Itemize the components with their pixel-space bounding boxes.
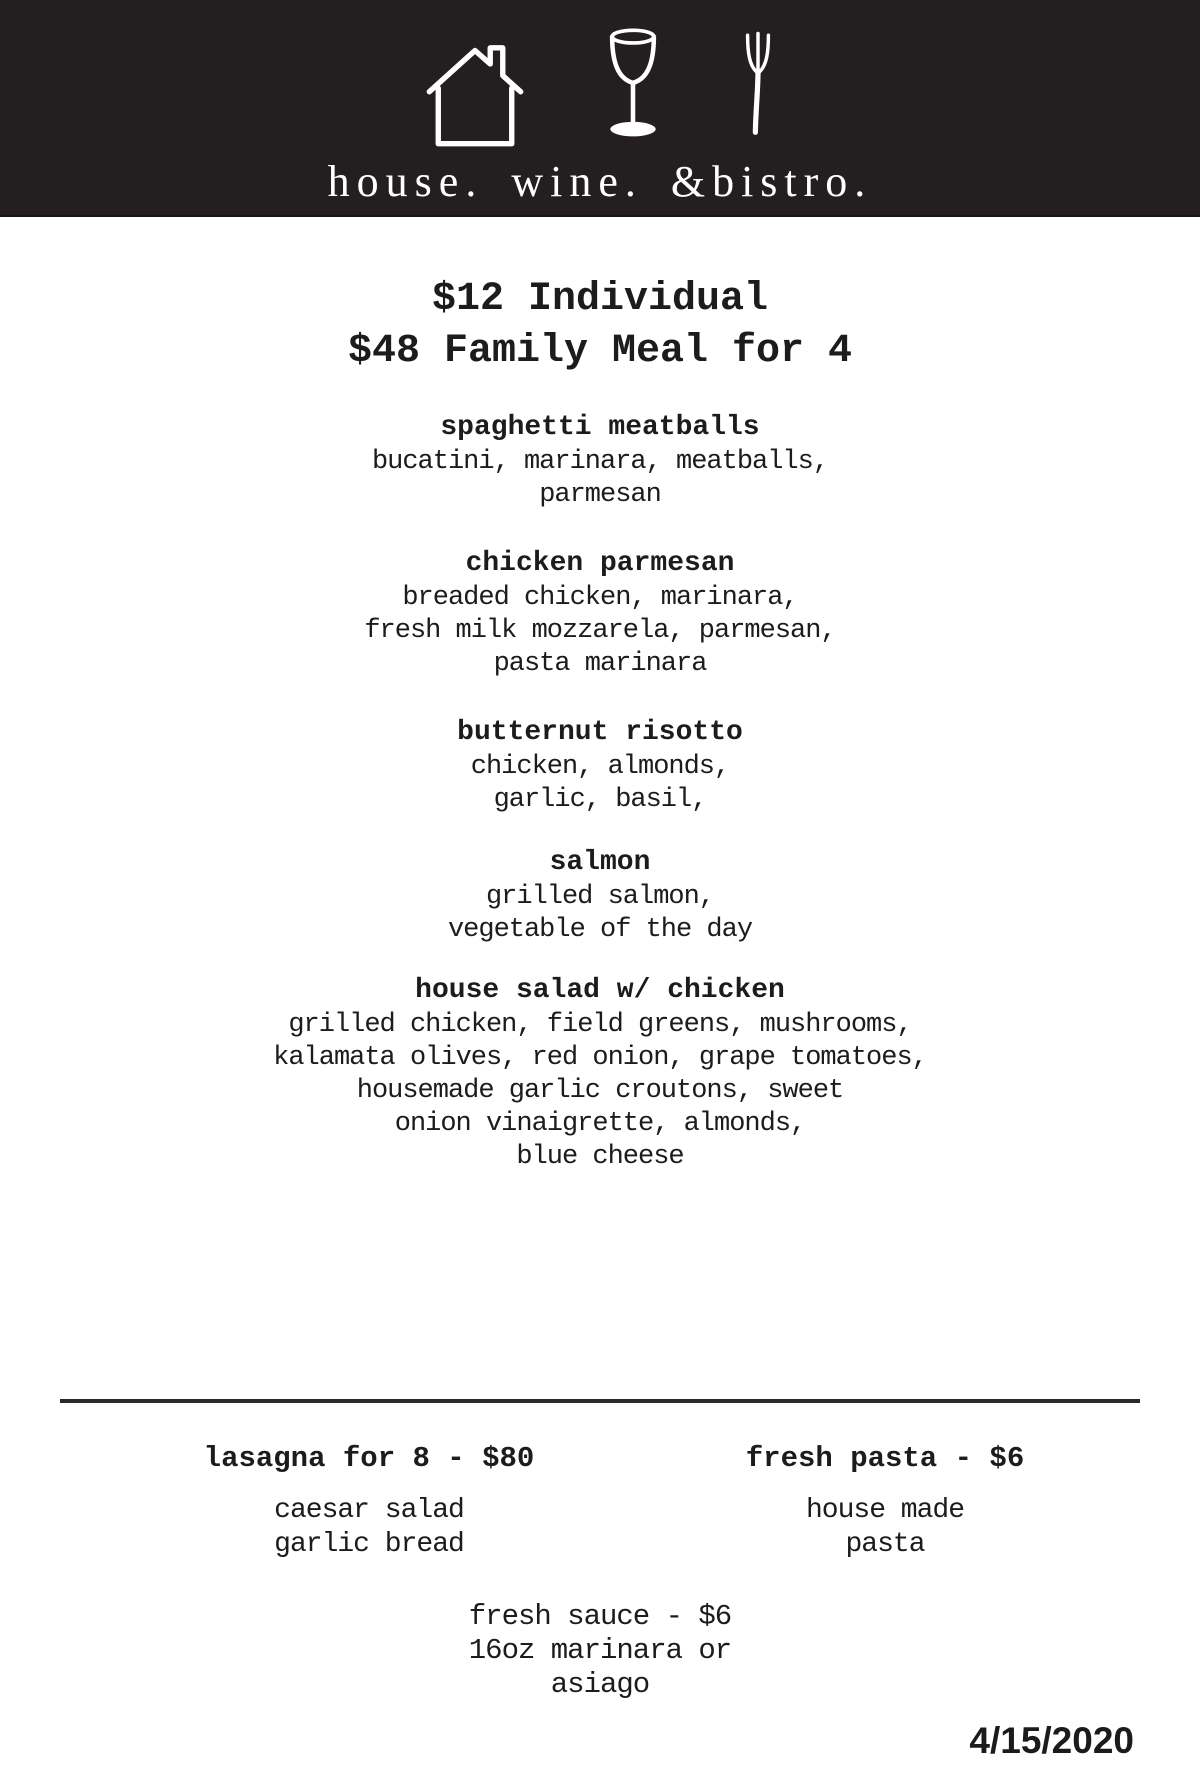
footer-column-fresh-pasta	[746, 1441, 1024, 1562]
item-description-line: grilled chicken, field greens, mushrooms,	[288, 1010, 912, 1040]
item-description-line: garlic bread	[274, 1529, 464, 1560]
extra-line: 16oz marinara or	[468, 1634, 732, 1667]
item-description-line: bucatini, marinara, meatballs,	[371, 447, 829, 477]
item-name: spaghetti meatballs	[440, 412, 760, 443]
item-description-line: housemade garlic croutons, sweet	[356, 1076, 844, 1106]
item-name: chicken parmesan	[465, 548, 735, 579]
house-icon	[416, 38, 534, 150]
item-description-line: breaded chicken, marinara,	[402, 583, 798, 613]
menu-section-butternut-risotto	[0, 715, 1200, 817]
menu-date: 4/15/2020	[969, 1720, 1134, 1761]
section-divider	[60, 1399, 1140, 1403]
menu-section-spaghetti-meatballs	[0, 410, 1200, 512]
menu-section-chicken-parmesan	[0, 546, 1200, 681]
brand-header	[0, 0, 1200, 217]
item-description-line: kalamata olives, red onion, grape tomatoes,	[273, 1043, 927, 1073]
item-description-line: fresh milk mozzarela, parmesan,	[364, 616, 836, 646]
extra-line: fresh sauce - $6	[468, 1600, 732, 1633]
item-description-line: onion vinaigrette, almonds,	[394, 1109, 806, 1139]
item-description-line: pasta	[845, 1529, 925, 1560]
item-description-line: vegetable of the day	[447, 915, 753, 945]
wine-glass-icon	[592, 23, 674, 150]
item-description-line: caesar salad	[274, 1495, 464, 1526]
item-name: house salad w/ chicken	[415, 975, 785, 1006]
item-description-line: blue cheese	[516, 1142, 684, 1172]
footer-columns	[0, 1441, 1200, 1566]
item-description-line: grilled salmon,	[485, 882, 715, 912]
item-name: lasagna for 8 - $80	[203, 1442, 535, 1475]
logo-icons	[0, 0, 1200, 150]
item-description-line: chicken, almonds,	[470, 752, 730, 782]
item-name: butternut risotto	[457, 717, 743, 748]
meal-pricing-title	[0, 274, 1200, 378]
menu-section-house-salad	[0, 973, 1200, 1174]
item-description-line: garlic, basil,	[493, 785, 707, 815]
menu-section-salmon	[0, 845, 1200, 947]
menu-sections	[0, 410, 1200, 1174]
item-description-line: parmesan	[539, 480, 661, 510]
footer-column-lasagna	[204, 1441, 535, 1562]
item-name: salmon	[549, 847, 651, 878]
meal-pricing-line-individual: $12 Individual	[431, 277, 769, 322]
fresh-sauce-block	[0, 1600, 1200, 1702]
item-description-line: pasta marinara	[493, 649, 707, 679]
extra-line: asiago	[550, 1668, 650, 1701]
fork-icon	[732, 28, 784, 150]
item-description-line: house made	[805, 1495, 965, 1526]
item-name: fresh pasta - $6	[745, 1442, 1025, 1475]
meal-pricing-line-family: $48 Family Meal for 4	[347, 329, 853, 374]
logo-text: house. wine. &bistro.	[327, 157, 873, 206]
